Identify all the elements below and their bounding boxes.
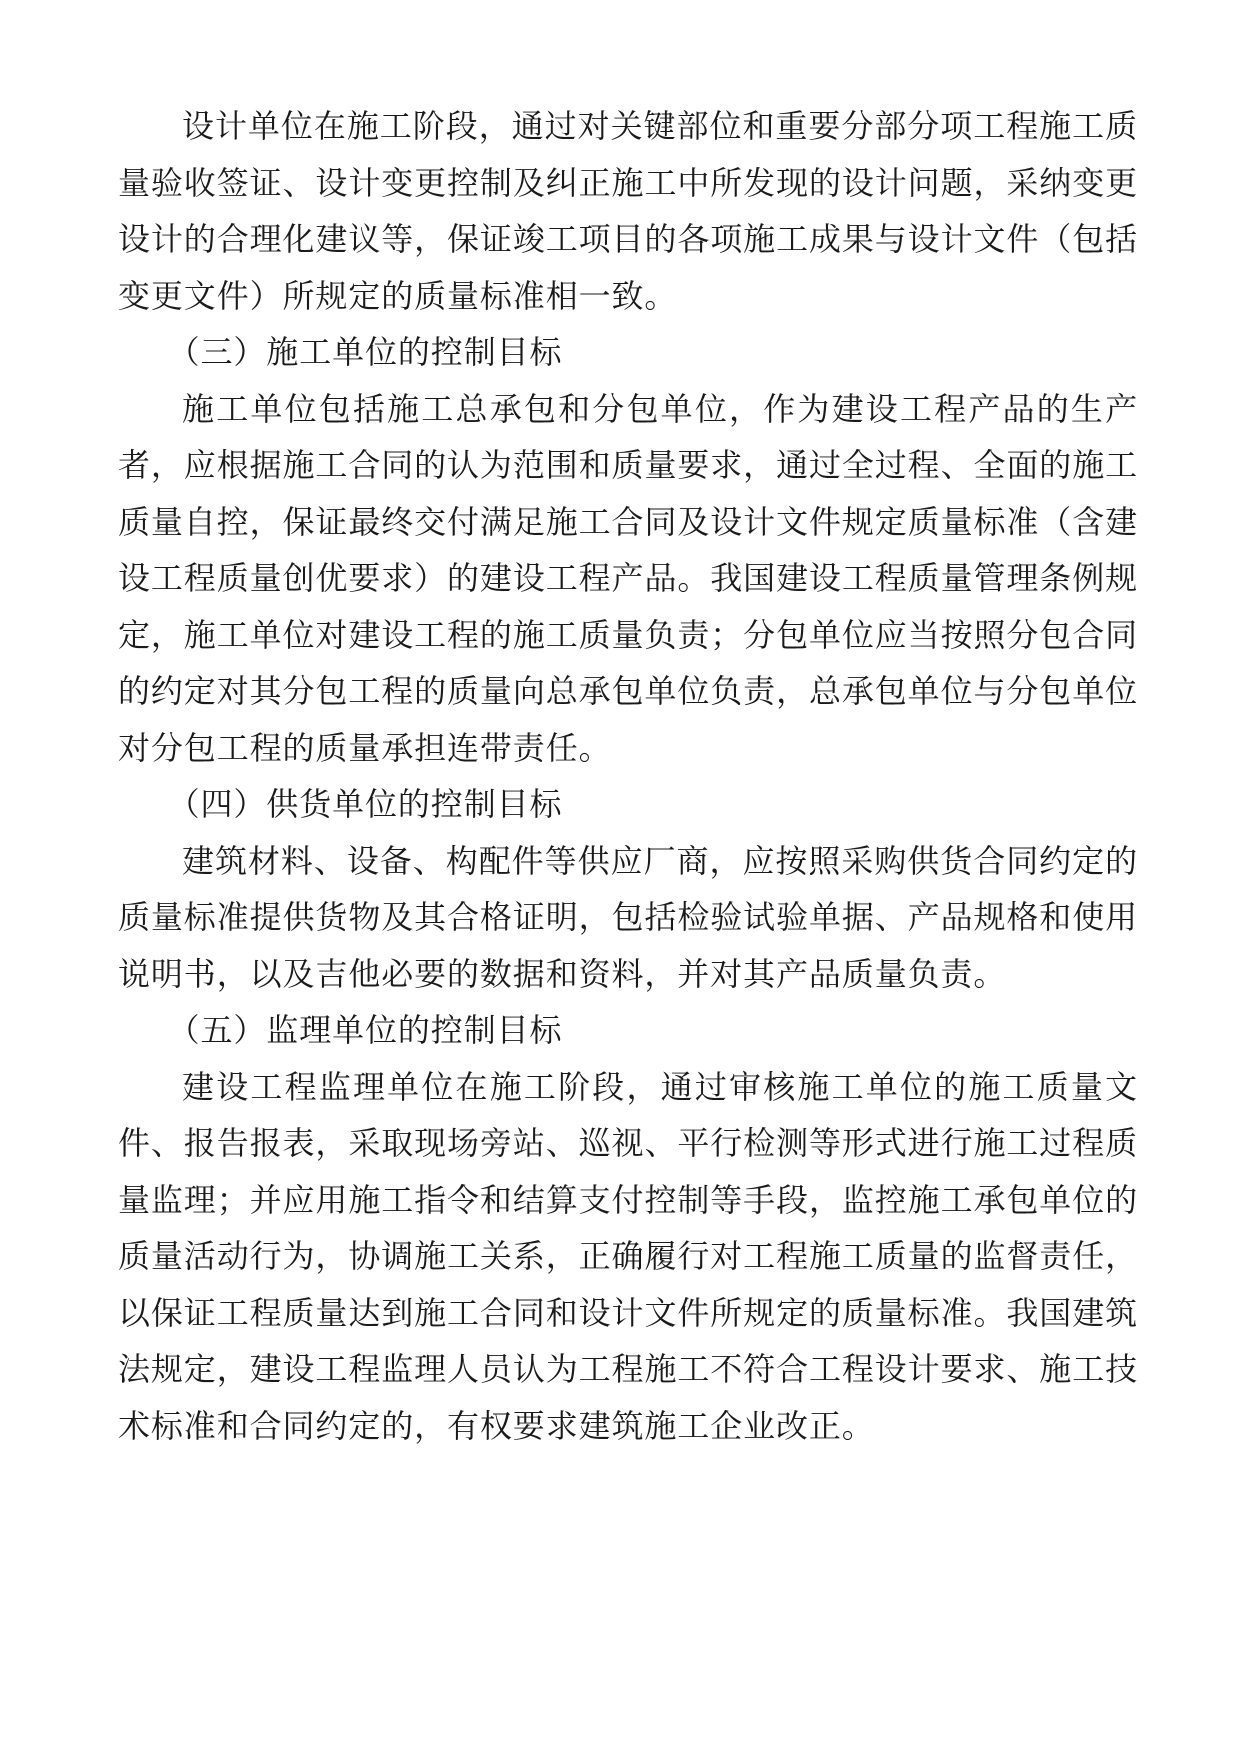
paragraph-design-unit: 设计单位在施工阶段，通过对关键部位和重要分部分项工程施工质量验收签证、设计变更控制及纠正施工中所发现的设计问题，采纳变更设计的合理化建议等，保证竣工项目的各项施工成果与设计文件（包括变更文件）所规定的质量标准相一致。 — [118, 107, 1138, 315]
heading-supervision-unit-goal: （五）监理单位的控制目标 — [167, 1011, 563, 1049]
document-page — [118, 98, 1138, 1454]
paragraph-construction-unit: 施工单位包括施工总承包和分包单位，作为建设工程产品的生产者，应根据施工合同的认为范围和质量要求，通过全过程、全面的施工质量自控，保证最终交付满足施工合同及设计文件规定质量标准（含建设工程质量创优要求）的建设工程产品。我国建设工程质量管理条例规定，施工单位对建设工程的施工质量负责；分包单位应当按照分包合同的约定对其分包工程的质量向总承包单位负责，总承包单位与分包单位对分包工程的质量承担连带责任。 — [118, 389, 1138, 767]
heading-construction-unit-goal: （三）施工单位的控制目标 — [167, 333, 563, 371]
paragraph-supplier-unit: 建筑材料、设备、构配件等供应厂商，应按照采购供货合同约定的质量标准提供货物及其合格证明，包括检验试验单据、产品规格和使用说明书，以及吉他必要的数据和资料，并对其产品质量负责。 — [118, 841, 1138, 993]
heading-supplier-unit-goal: （四）供货单位的控制目标 — [167, 785, 563, 823]
paragraph-supervision-unit: 建设工程监理单位在施工阶段，通过审核施工单位的施工质量文件、报告报表，采取现场旁站、巡视、平行检测等形式进行施工过程质量监理；并应用施工指令和结算支付控制等手段，监控施工承包单位的质量活动行为，协调施工关系，正确履行对工程施工质量的监督责任，以保证工程质量达到施工合同和设计文件所规定的质量标准。我国建筑法规定，建设工程监理人员认为工程施工不符合工程设计要求、施工技术标准和合同约定的，有权要求建筑施工企业改正。 — [118, 1067, 1138, 1445]
